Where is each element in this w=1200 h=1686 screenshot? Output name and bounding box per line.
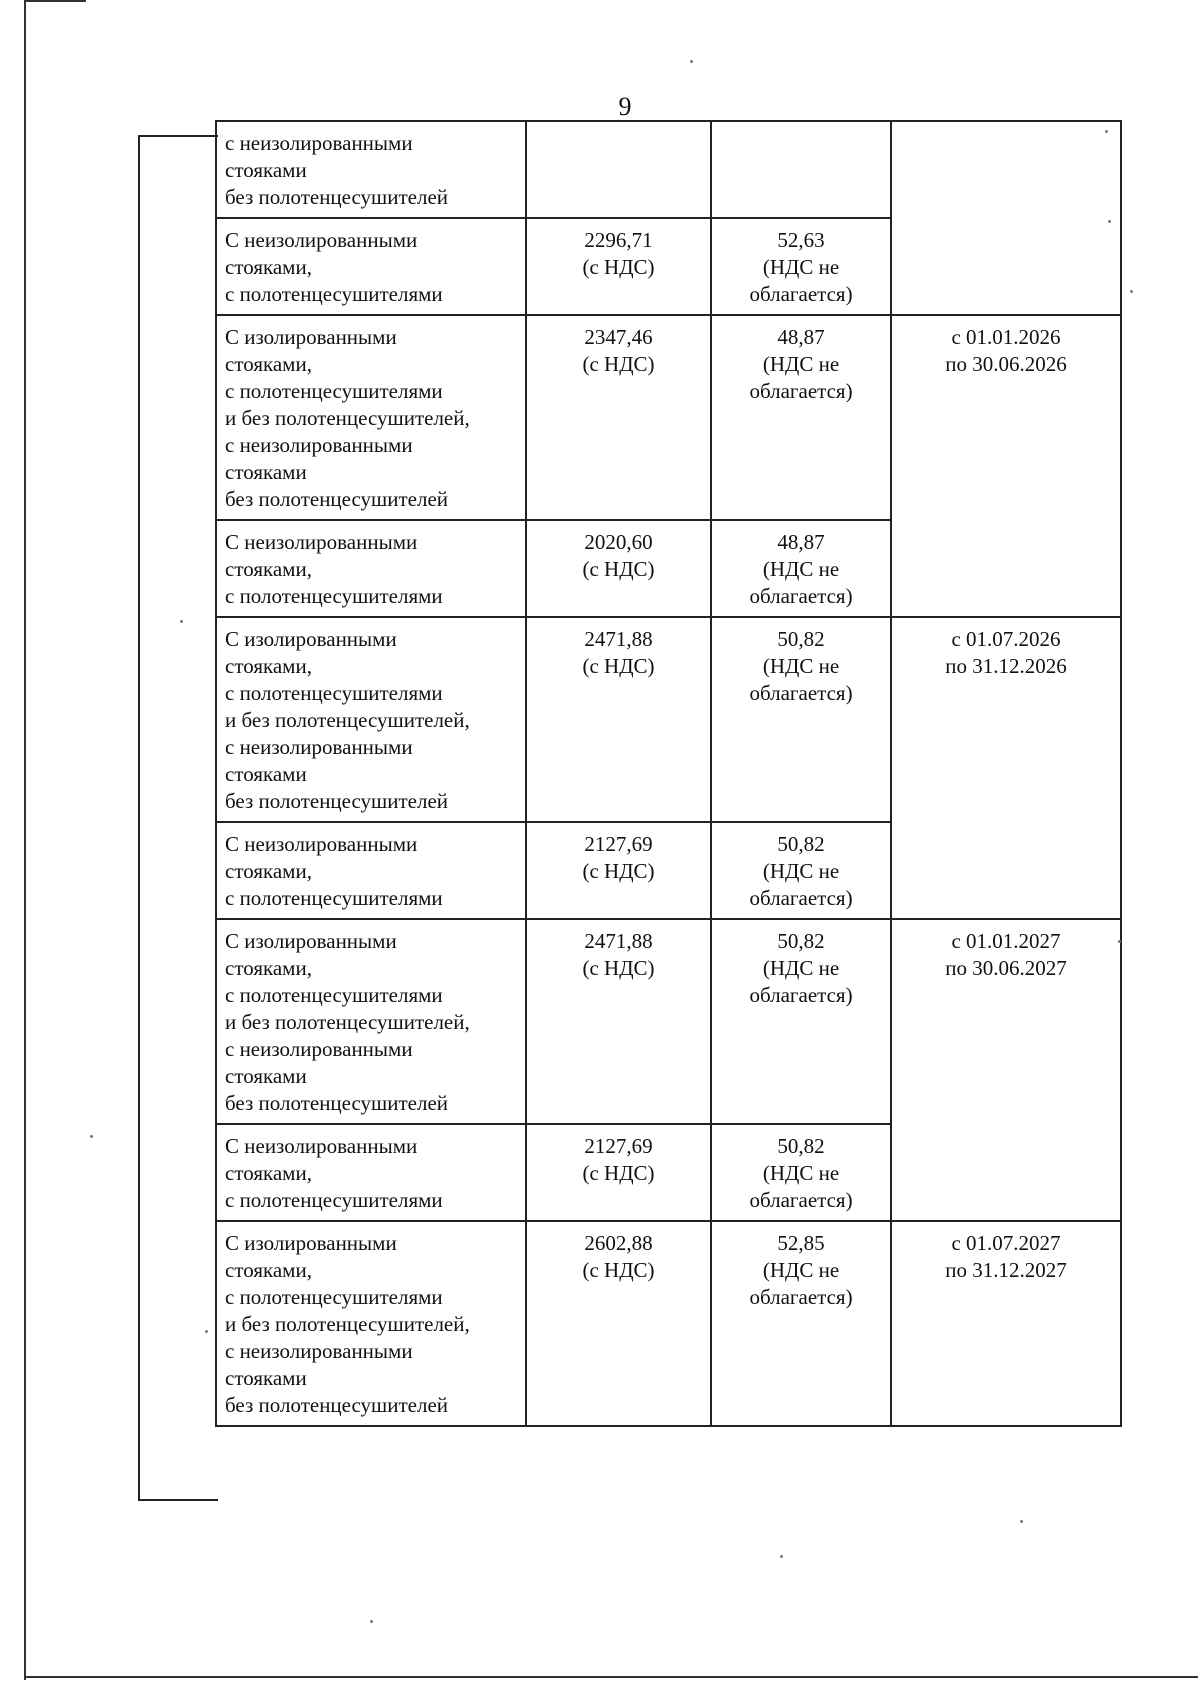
page-number: 9: [618, 92, 632, 121]
validity-period-cell: [891, 617, 1121, 919]
tariff-price-cell-line: (с НДС): [582, 956, 655, 980]
tariff-table: [215, 120, 1122, 1427]
tariff-price-cell: [526, 315, 711, 520]
validity-period-cell-line: по 31.12.2027: [945, 1258, 1067, 1282]
tariff-price-cell-line: (с НДС): [582, 1258, 655, 1282]
validity-period-cell: [891, 919, 1121, 1221]
service-fee-cell-line: 50,82: [777, 627, 825, 651]
riser-description-cell-line: с полотенцесушителями: [225, 886, 443, 910]
service-fee-cell: [711, 121, 891, 218]
service-fee-cell-line: 48,87: [777, 325, 825, 349]
riser-description-cell-line: стояками,: [225, 859, 312, 883]
service-fee-cell-line: (НДС не: [762, 557, 840, 581]
scan-speck: [1020, 1520, 1023, 1523]
scan-speck: [180, 620, 183, 623]
riser-description-cell-line: стояками: [225, 460, 307, 484]
service-fee-cell-line: (НДС не: [762, 352, 840, 376]
scan-frame-top-edge: [24, 0, 86, 2]
riser-description-cell-line: без полотенцесушителей: [225, 789, 449, 813]
service-fee-cell-line: облагается): [749, 983, 853, 1007]
scan-speck: [90, 1135, 93, 1138]
scan-speck: [1105, 130, 1108, 133]
validity-period-cell-line: по 30.06.2026: [945, 352, 1067, 376]
service-fee-cell: [711, 520, 891, 617]
riser-description-cell-line: без полотенцесушителей: [225, 185, 449, 209]
service-fee-cell-line: 50,82: [777, 1134, 825, 1158]
riser-description-cell: [216, 1124, 526, 1221]
riser-description-cell-line: и без полотенцесушителей,: [225, 406, 470, 430]
riser-description-cell-line: С неизолированными: [225, 228, 418, 252]
service-fee-cell-line: облагается): [749, 282, 853, 306]
riser-description-cell: [216, 218, 526, 315]
service-fee-cell-line: 50,82: [777, 832, 825, 856]
service-fee-cell: [711, 315, 891, 520]
validity-period-cell: [891, 315, 1121, 617]
riser-description-cell-line: стояками,: [225, 1258, 312, 1282]
service-fee-cell-line: облагается): [749, 584, 853, 608]
tariff-price-cell-line: 2127,69: [584, 832, 653, 856]
tariff-price-cell-line: 2127,69: [584, 1134, 653, 1158]
service-fee-cell: [711, 1124, 891, 1221]
scan-speck: [690, 60, 693, 63]
service-fee-cell-line: облагается): [749, 1188, 853, 1212]
tariff-price-cell-line: 2471,88: [584, 929, 653, 953]
riser-description-cell: [216, 121, 526, 218]
service-fee-cell: [711, 617, 891, 822]
service-fee-cell-line: облагается): [749, 1285, 853, 1309]
riser-description-cell-line: с полотенцесушителями: [225, 1188, 443, 1212]
validity-period-cell-line: с 01.01.2027: [951, 929, 1061, 953]
riser-description-cell-line: с полотенцесушителями: [225, 584, 443, 608]
riser-description-cell-line: без полотенцесушителей: [225, 1393, 449, 1417]
riser-description-cell-line: С изолированными: [225, 1231, 397, 1255]
scan-speck: [370, 1620, 373, 1623]
validity-period-cell-line: с 01.07.2026: [951, 627, 1061, 651]
riser-description-cell: [216, 617, 526, 822]
riser-description-cell-line: с неизолированными: [225, 131, 413, 155]
riser-description-cell-line: стояками: [225, 1064, 307, 1088]
riser-description-cell-line: стояками: [225, 158, 307, 182]
service-fee-cell-line: 50,82: [777, 929, 825, 953]
tariff-price-cell: [526, 1124, 711, 1221]
table-row: [216, 315, 1121, 520]
service-fee-cell-line: 48,87: [777, 530, 825, 554]
tariff-price-cell: [526, 218, 711, 315]
riser-description-cell: [216, 520, 526, 617]
scan-speck: [205, 1330, 208, 1333]
scan-speck: [1108, 220, 1111, 223]
riser-description-cell-line: стояками,: [225, 255, 312, 279]
service-fee-cell-line: (НДС не: [762, 859, 840, 883]
riser-description-cell-line: и без полотенцесушителей,: [225, 1312, 470, 1336]
riser-description-cell-line: С неизолированными: [225, 832, 418, 856]
riser-description-cell-line: с неизолированными: [225, 1037, 413, 1061]
tariff-price-cell: [526, 520, 711, 617]
tariff-price-cell: [526, 1221, 711, 1426]
service-fee-cell-line: 52,85: [777, 1231, 825, 1255]
validity-period-cell: [891, 121, 1121, 315]
tariff-table-body: [216, 121, 1121, 1426]
riser-description-cell-line: с полотенцесушителями: [225, 379, 443, 403]
service-fee-cell-line: (НДС не: [762, 1258, 840, 1282]
service-fee-cell-line: облагается): [749, 681, 853, 705]
table-row: [216, 919, 1121, 1124]
riser-description-cell-line: с полотенцесушителями: [225, 1285, 443, 1309]
riser-description-cell-line: стояками,: [225, 956, 312, 980]
validity-period-cell-line: с 01.01.2026: [951, 325, 1061, 349]
riser-description-cell: [216, 822, 526, 919]
service-fee-cell-line: (НДС не: [762, 956, 840, 980]
tariff-price-cell-line: 2471,88: [584, 627, 653, 651]
tariff-price-cell-line: (с НДС): [582, 255, 655, 279]
validity-period-cell-line: по 31.12.2026: [945, 654, 1067, 678]
service-fee-cell-line: 52,63: [777, 228, 825, 252]
riser-description-cell: [216, 919, 526, 1124]
riser-description-cell-line: стояками,: [225, 352, 312, 376]
tariff-price-cell-line: (с НДС): [582, 859, 655, 883]
riser-description-cell-line: с полотенцесушителями: [225, 282, 443, 306]
riser-description-cell-line: без полотенцесушителей: [225, 1091, 449, 1115]
riser-description-cell-line: с неизолированными: [225, 1339, 413, 1363]
riser-description-cell-line: стояками,: [225, 557, 312, 581]
tariff-price-cell-line: 2347,46: [584, 325, 653, 349]
riser-description-cell-line: С неизолированными: [225, 530, 418, 554]
validity-period-cell-line: с 01.07.2027: [951, 1231, 1061, 1255]
table-outer-column: [138, 135, 218, 1501]
riser-description-cell-line: и без полотенцесушителей,: [225, 708, 470, 732]
riser-description-cell: [216, 315, 526, 520]
scan-speck: [780, 1555, 783, 1558]
service-fee-cell-line: облагается): [749, 886, 853, 910]
validity-period-cell: [891, 1221, 1121, 1426]
riser-description-cell-line: с неизолированными: [225, 735, 413, 759]
scan-frame-bottom-edge: [24, 1676, 1198, 1678]
service-fee-cell-line: (НДС не: [762, 255, 840, 279]
service-fee-cell-line: (НДС не: [762, 1161, 840, 1185]
tariff-price-cell-line: 2602,88: [584, 1231, 653, 1255]
riser-description-cell: [216, 1221, 526, 1426]
riser-description-cell-line: С изолированными: [225, 627, 397, 651]
tariff-price-cell-line: (с НДС): [582, 654, 655, 678]
service-fee-cell: [711, 822, 891, 919]
riser-description-cell-line: без полотенцесушителей: [225, 487, 449, 511]
service-fee-cell: [711, 218, 891, 315]
service-fee-cell: [711, 1221, 891, 1426]
validity-period-cell-line: по 30.06.2027: [945, 956, 1067, 980]
tariff-price-cell-line: 2296,71: [584, 228, 653, 252]
riser-description-cell-line: и без полотенцесушителей,: [225, 1010, 470, 1034]
scan-frame-left-edge: [24, 0, 26, 1680]
scan-speck: [1118, 940, 1121, 943]
table-row: [216, 1221, 1121, 1426]
tariff-price-cell-line: (с НДС): [582, 557, 655, 581]
tariff-price-cell-line: (с НДС): [582, 352, 655, 376]
riser-description-cell-line: С неизолированными: [225, 1134, 418, 1158]
riser-description-cell-line: стояками: [225, 762, 307, 786]
tariff-price-cell-line: 2020,60: [584, 530, 653, 554]
riser-description-cell-line: стояками,: [225, 1161, 312, 1185]
riser-description-cell-line: С изолированными: [225, 929, 397, 953]
table-row: [216, 617, 1121, 822]
riser-description-cell-line: с полотенцесушителями: [225, 681, 443, 705]
table-row: [216, 121, 1121, 218]
riser-description-cell-line: с полотенцесушителями: [225, 983, 443, 1007]
tariff-price-cell: [526, 121, 711, 218]
riser-description-cell-line: стояками: [225, 1366, 307, 1390]
riser-description-cell-line: стояками,: [225, 654, 312, 678]
tariff-price-cell: [526, 822, 711, 919]
scan-speck: [1130, 290, 1133, 293]
service-fee-cell-line: (НДС не: [762, 654, 840, 678]
service-fee-cell-line: облагается): [749, 379, 853, 403]
service-fee-cell: [711, 919, 891, 1124]
tariff-price-cell: [526, 919, 711, 1124]
tariff-price-cell-line: (с НДС): [582, 1161, 655, 1185]
riser-description-cell-line: С изолированными: [225, 325, 397, 349]
riser-description-cell-line: с неизолированными: [225, 433, 413, 457]
tariff-price-cell: [526, 617, 711, 822]
